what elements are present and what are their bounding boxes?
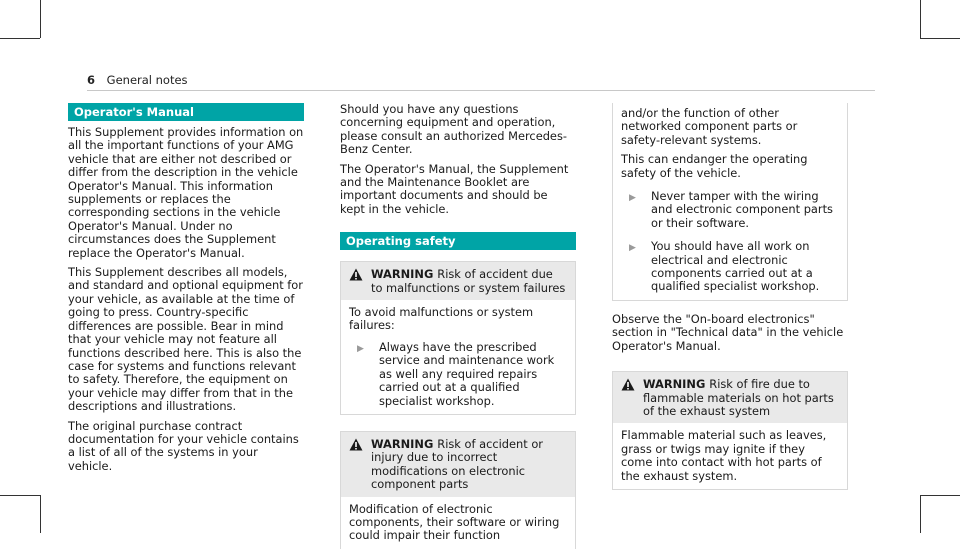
column-3	[612, 103, 848, 490]
header-rule	[87, 90, 875, 91]
paragraph: The original purchase contract documentation for your vehicle contains a list of all of the systems in your vehicle.	[68, 418, 299, 473]
paragraph: This Supplement describes all models, and standard and optional equipment for your vehicle, as available at the time of going to press. Country-specific differences are possible. Bear in mind that your vehicle may not feature all functions described here. This is also the case for systems and functions relevant to safety. Therefore, the equipment on your vehicle may differ from that in the descriptions and illustrations.	[68, 265, 303, 414]
warning-body	[341, 497, 575, 549]
arrow-bullet-icon	[621, 240, 651, 294]
crop-mark	[920, 495, 921, 533]
arrow-bullet-icon	[621, 190, 651, 230]
warning-box	[340, 261, 576, 415]
page-header-title: General notes	[106, 73, 188, 87]
warning-text: Modification of electronic components, their software or wiring could impair their function	[349, 501, 560, 543]
warning-body	[341, 300, 575, 414]
warning-keyword: WARNING	[371, 267, 434, 282]
warning-keyword: WARNING	[371, 436, 434, 451]
column-2	[340, 103, 576, 549]
warning-triangle-icon	[621, 378, 635, 391]
bullet-text: You should have all work on electrical and electronic components carried out at a qualified specialist workshop.	[651, 239, 820, 294]
section-title-operators-manual: Operator's Manual	[68, 103, 304, 121]
warning-body	[613, 423, 847, 489]
warning-text: and/or the function of other networked component parts or safety-relevant systems.	[621, 106, 798, 147]
crop-mark	[920, 0, 921, 38]
page-header	[87, 73, 188, 87]
crop-mark	[0, 495, 40, 496]
warning-box	[612, 371, 848, 490]
bullet-item	[621, 240, 839, 294]
paragraph: The Operator's Manual, the Supplement and the Maintenance Booklet are important documents and should be kept in the vehicle.	[340, 161, 569, 216]
paragraph: Observe the "On-board electronics" section in "Technical data" in the vehicle Operator's Manual.	[612, 311, 844, 353]
warning-title: Risk of fire due to flammable materials on hot parts of the exhaust system	[643, 377, 834, 418]
bullet-text: Always have the prescribed service and maintenance work as well any required repairs carried out at a qualified specialist workshop.	[379, 339, 555, 408]
page-number: 6	[87, 73, 96, 87]
warning-box	[340, 431, 576, 549]
paragraph: This Supplement provides information on all the important functions of your AMG vehicle that are either not described or differ from the description in the vehicle Operator's Manual. This information supplements or replaces the corresponding sections in the vehicle Operator's Manual. Under no circumstances does the Supplement replace the Operator's Manual.	[68, 125, 304, 260]
crop-mark	[920, 495, 960, 496]
crop-mark	[40, 495, 41, 533]
warning-title: Risk of accident due to malfunctions or system failures	[371, 267, 566, 295]
warning-text: Flammable material such as leaves, grass or twigs may ignite if they come into contact with hot parts of the exhaust system.	[621, 428, 827, 483]
column-1	[68, 103, 304, 479]
warning-box-continued	[612, 103, 848, 301]
warning-heading	[341, 432, 575, 497]
bullet-item	[349, 341, 567, 408]
warning-triangle-icon	[349, 438, 363, 451]
warning-text: This can endanger the operating safety of the vehicle.	[621, 152, 808, 180]
crop-mark	[0, 38, 40, 39]
warning-triangle-icon	[349, 268, 363, 281]
crop-mark	[40, 0, 41, 38]
section-title-operating-safety: Operating safety	[340, 232, 576, 250]
warning-body	[613, 103, 847, 300]
crop-mark	[920, 38, 960, 39]
warning-heading	[613, 372, 847, 423]
bullet-text: Never tamper with the wiring and electronic component parts or their software.	[651, 189, 833, 230]
arrow-bullet-icon	[349, 341, 379, 408]
paragraph: Should you have any questions concerning equipment and operation, please consult an authorized Mercedes-Benz Center.	[340, 102, 567, 157]
warning-keyword: WARNING	[643, 377, 706, 392]
warning-intro: To avoid malfunctions or system failures:	[349, 305, 534, 333]
warning-heading	[341, 262, 575, 300]
bullet-item	[621, 190, 839, 230]
warning-title: Risk of accident or injury due to incorrect modifications on electronic component parts	[371, 436, 543, 492]
